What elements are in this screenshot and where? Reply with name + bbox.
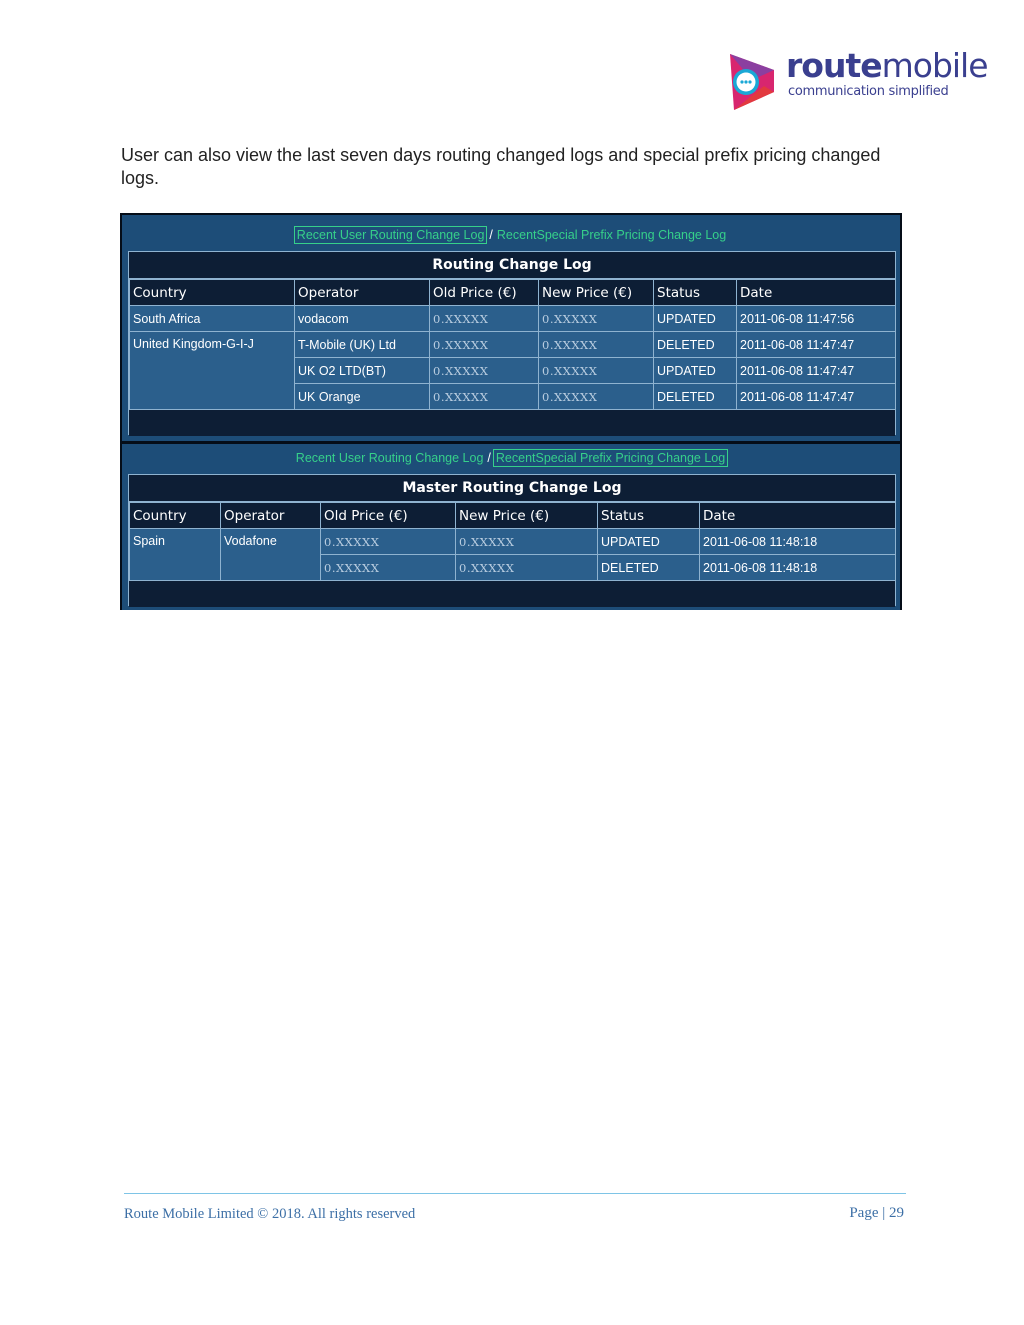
master-routing-change-log-panel [122,444,900,610]
routing-change-log-panel [122,215,900,444]
col-header: New Price (€) [456,503,598,529]
operator-cell: T-Mobile (UK) Ltd [295,332,430,358]
routing-log-grid [128,251,896,435]
operator-cell: vodacom [295,306,430,332]
page-number: Page | 29 [849,1205,904,1221]
col-header: Status [654,280,737,306]
col-header: Country [130,280,295,306]
date-cell: 2011-06-08 11:47:47 [737,358,896,384]
col-header: Status [598,503,700,529]
status-cell: UPDATED [598,529,700,555]
col-header: Country [130,503,221,529]
nav-separator: / [489,228,493,242]
old-price-cell: 0.XXXXX [430,332,539,358]
date-cell: 2011-06-08 11:47:56 [737,306,896,332]
country-cell: United Kingdom-G-I-J [130,332,295,410]
logo-tagline: communication simplified [788,84,949,99]
col-header: New Price (€) [539,280,654,306]
status-cell: UPDATED [654,358,737,384]
route-mobile-logo [724,46,988,116]
table-row [130,306,896,332]
new-price-cell: 0.XXXXX [539,306,654,332]
new-price-cell: 0.XXXXX [539,332,654,358]
old-price-cell: 0.XXXXX [321,529,456,555]
log-nav [122,451,900,465]
old-price-cell: 0.XXXXX [430,358,539,384]
new-price-cell: 0.XXXXX [456,529,598,555]
col-header: Date [737,280,896,306]
table-header-row [130,503,896,529]
country-cell: South Africa [130,306,295,332]
operator-cell: UK Orange [295,384,430,410]
col-header: Old Price (€) [430,280,539,306]
routing-log-title: Routing Change Log [129,252,895,279]
date-cell: 2011-06-08 11:47:47 [737,384,896,410]
footer-copyright: Route Mobile Limited © 2018. All rights reserved [124,1206,416,1222]
col-header: Date [700,503,896,529]
status-cell: DELETED [654,332,737,358]
col-header: Operator [221,503,321,529]
table-row [130,529,896,555]
table-row [130,332,896,358]
logo-wordmark: routemobile [786,46,988,85]
master-log-table [129,502,896,581]
recent-user-routing-link[interactable]: Recent User Routing Change Log [295,451,484,465]
log-nav [122,228,900,242]
status-cell: DELETED [598,555,700,581]
recent-user-routing-link[interactable]: Recent User Routing Change Log [294,226,488,244]
change-log-screenshot [120,213,902,610]
old-price-cell: 0.XXXXX [430,384,539,410]
col-header: Old Price (€) [321,503,456,529]
operator-cell: UK O2 LTD(BT) [295,358,430,384]
routing-log-table [129,279,896,410]
country-cell: Spain [130,529,221,581]
old-price-cell: 0.XXXXX [430,306,539,332]
date-cell: 2011-06-08 11:47:47 [737,332,896,358]
new-price-cell: 0.XXXXX [539,358,654,384]
intro-paragraph: User can also view the last seven days routing changed logs and special prefix pricing changed logs. [121,145,881,188]
recent-special-prefix-link[interactable]: RecentSpecial Prefix Pricing Change Log [496,228,727,242]
master-log-title: Master Routing Change Log [129,475,895,502]
old-price-cell: 0.XXXXX [321,555,456,581]
date-cell: 2011-06-08 11:48:18 [700,529,896,555]
nav-separator: / [487,451,491,465]
recent-special-prefix-link[interactable]: RecentSpecial Prefix Pricing Change Log [493,449,728,467]
footer-divider [124,1193,906,1194]
logo-mark-icon [724,46,782,114]
col-header: Operator [295,280,430,306]
status-cell: UPDATED [654,306,737,332]
table-footer-bar [129,409,895,436]
new-price-cell: 0.XXXXX [456,555,598,581]
operator-cell: Vodafone [221,529,321,581]
status-cell: DELETED [654,384,737,410]
date-cell: 2011-06-08 11:48:18 [700,555,896,581]
table-footer-bar [129,580,895,607]
new-price-cell: 0.XXXXX [539,384,654,410]
master-log-grid [128,474,896,606]
table-header-row [130,280,896,306]
